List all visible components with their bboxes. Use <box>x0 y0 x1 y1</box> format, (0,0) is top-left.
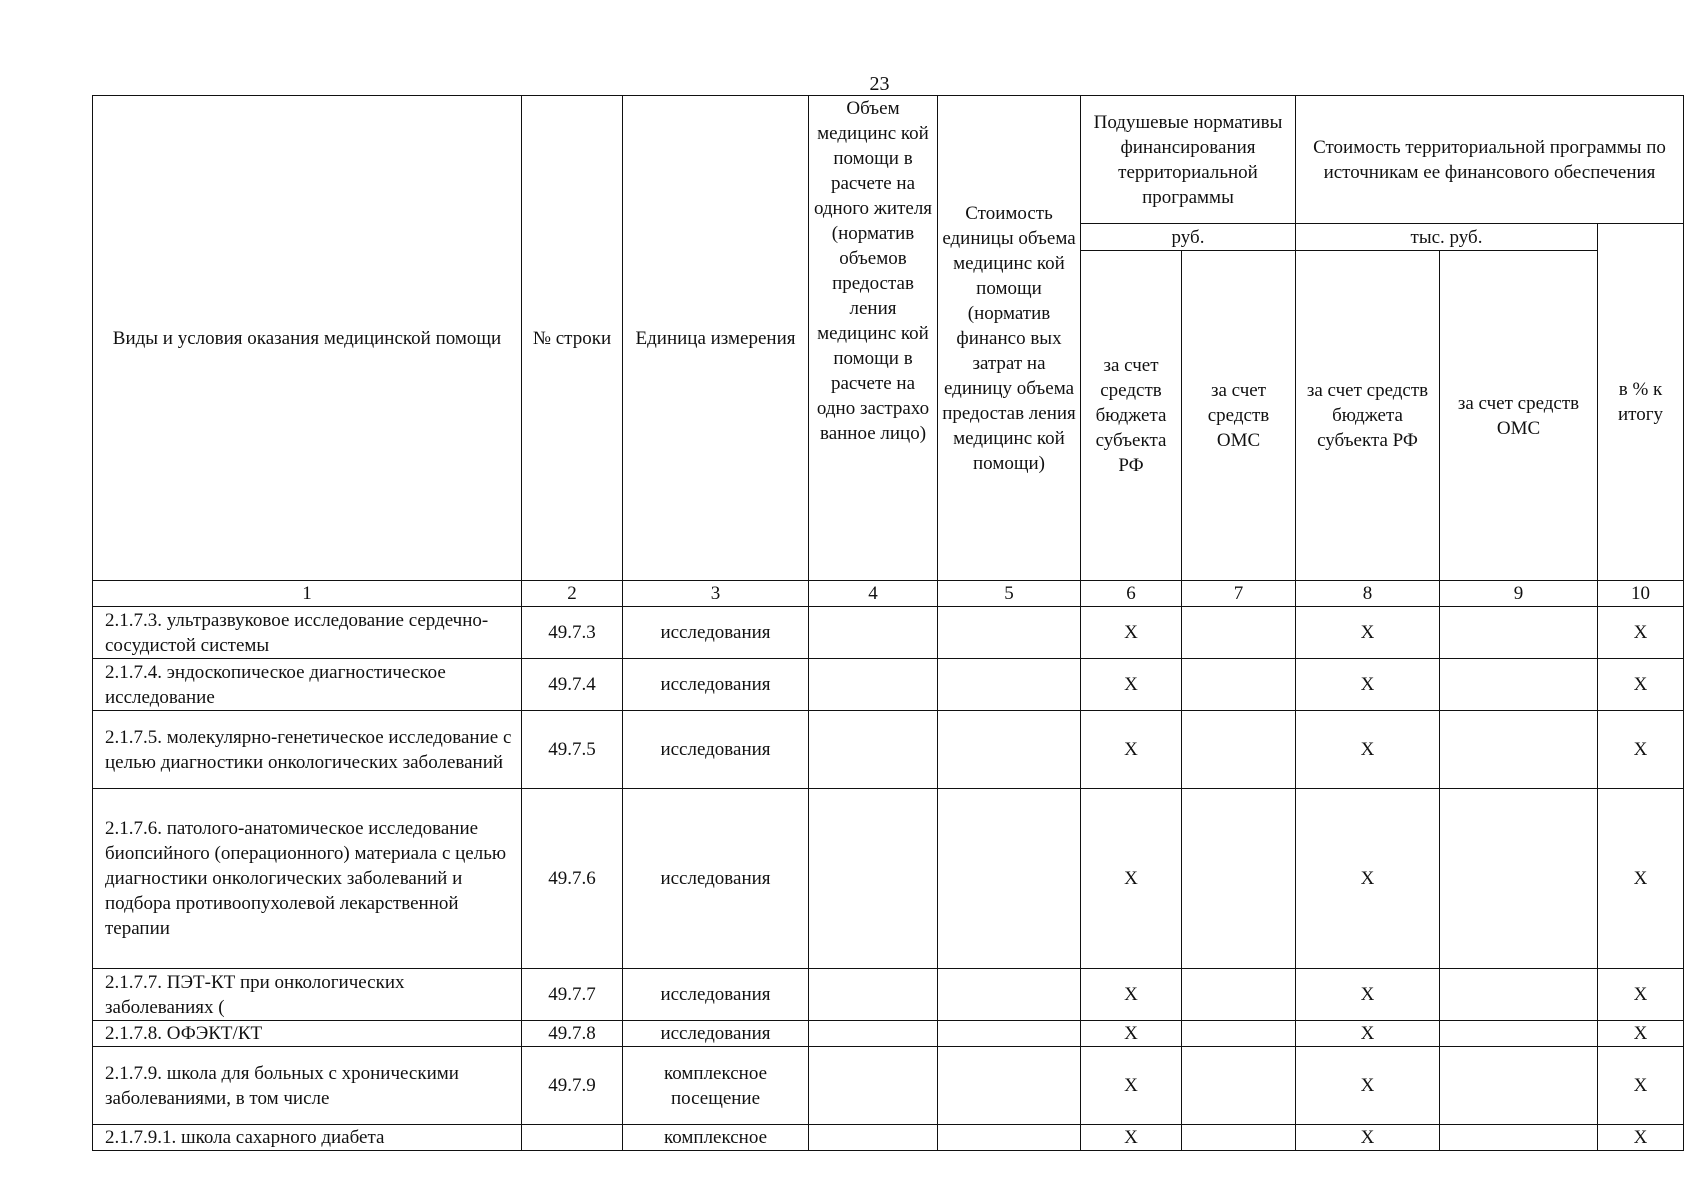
row-unit: исследования <box>623 607 809 659</box>
row-name: 2.1.7.3. ультразвуковое исследование сердечно-сосудистой системы <box>93 607 522 659</box>
row-volume <box>809 969 938 1021</box>
row-unit: комплексное <box>623 1125 809 1151</box>
row-budget-per-capita: Х <box>1081 711 1182 789</box>
medical-care-table <box>92 95 1684 1151</box>
table-row <box>93 1021 1684 1047</box>
row-budget-cost: Х <box>1296 1047 1440 1125</box>
row-unit: исследования <box>623 711 809 789</box>
row-budget-per-capita: Х <box>1081 969 1182 1021</box>
row-line: 49.7.3 <box>522 607 623 659</box>
header-program-cost-group: Стоимость территориальной программы по источникам ее финансового обеспечения <box>1296 96 1684 224</box>
table-row <box>93 1125 1684 1151</box>
row-unit-cost <box>938 789 1081 969</box>
row-oms-cost <box>1440 659 1598 711</box>
row-line: 49.7.5 <box>522 711 623 789</box>
row-name: 2.1.7.5. молекулярно-генетическое исследование с целью диагностики онкологических заболеваний <box>93 711 522 789</box>
header-unit: Единица измерения <box>623 96 809 581</box>
row-percent: Х <box>1598 607 1684 659</box>
row-line: 49.7.7 <box>522 969 623 1021</box>
row-unit-cost <box>938 1125 1081 1151</box>
row-percent: Х <box>1598 1047 1684 1125</box>
row-volume <box>809 789 938 969</box>
header-budget-cost: за счет средств бюджета субъекта РФ <box>1296 251 1440 581</box>
row-oms-per-capita <box>1182 659 1296 711</box>
row-oms-cost <box>1440 1125 1598 1151</box>
table-row <box>93 969 1684 1021</box>
table-row <box>93 711 1684 789</box>
table-row <box>93 659 1684 711</box>
column-number: 8 <box>1296 581 1440 607</box>
row-percent: Х <box>1598 789 1684 969</box>
page-number: 23 <box>869 73 890 95</box>
row-budget-cost: Х <box>1296 969 1440 1021</box>
row-oms-per-capita <box>1182 1125 1296 1151</box>
row-line: 49.7.4 <box>522 659 623 711</box>
row-oms-cost <box>1440 789 1598 969</box>
row-unit-cost <box>938 711 1081 789</box>
row-budget-cost: Х <box>1296 789 1440 969</box>
row-oms-per-capita <box>1182 969 1296 1021</box>
row-oms-per-capita <box>1182 789 1296 969</box>
header-care-types: Виды и условия оказания медицинской помощи <box>93 96 522 581</box>
row-volume <box>809 711 938 789</box>
row-unit-cost <box>938 969 1081 1021</box>
row-name: 2.1.7.9. школа для больных с хроническими заболеваниями, в том числе <box>93 1047 522 1125</box>
row-budget-per-capita: Х <box>1081 1125 1182 1151</box>
row-oms-cost <box>1440 711 1598 789</box>
row-oms-cost <box>1440 1021 1598 1047</box>
row-oms-per-capita <box>1182 1021 1296 1047</box>
row-budget-cost: Х <box>1296 1021 1440 1047</box>
table-row <box>93 789 1684 969</box>
row-volume <box>809 659 938 711</box>
row-budget-per-capita: Х <box>1081 659 1182 711</box>
row-budget-cost: Х <box>1296 711 1440 789</box>
row-budget-per-capita: Х <box>1081 789 1182 969</box>
header-volume: Объем медицинс кой помощи в расчете на одного жителя (норматив объемов предостав ления медицинс кой помощи в расчете на одно застрахо ванное лицо) <box>809 96 938 581</box>
row-oms-cost <box>1440 969 1598 1021</box>
row-unit-cost <box>938 607 1081 659</box>
row-percent: Х <box>1598 969 1684 1021</box>
header-line-number: № строки <box>522 96 623 581</box>
header-oms-cost: за счет средств ОМС <box>1440 251 1598 581</box>
row-budget-cost: Х <box>1296 1125 1440 1151</box>
row-name: 2.1.7.8. ОФЭКТ/КТ <box>93 1021 522 1047</box>
row-percent: Х <box>1598 711 1684 789</box>
header-per-capita-group: Подушевые нормативы финансирования территориальной программы <box>1081 96 1296 224</box>
column-number: 4 <box>809 581 938 607</box>
column-number: 7 <box>1182 581 1296 607</box>
row-oms-cost <box>1440 607 1598 659</box>
header-percent-total: в % к итогу <box>1598 224 1684 581</box>
row-unit-cost <box>938 1047 1081 1125</box>
row-name: 2.1.7.9.1. школа сахарного диабета <box>93 1125 522 1151</box>
row-unit: исследования <box>623 659 809 711</box>
row-unit: исследования <box>623 969 809 1021</box>
row-line: 49.7.6 <box>522 789 623 969</box>
row-budget-cost: Х <box>1296 607 1440 659</box>
row-budget-per-capita: Х <box>1081 1021 1182 1047</box>
row-oms-per-capita <box>1182 1047 1296 1125</box>
column-numbers-row <box>93 581 1684 607</box>
row-oms-per-capita <box>1182 711 1296 789</box>
row-unit-cost <box>938 1021 1081 1047</box>
row-volume <box>809 607 938 659</box>
row-budget-per-capita: Х <box>1081 607 1182 659</box>
row-budget-per-capita: Х <box>1081 1047 1182 1125</box>
row-unit: исследования <box>623 789 809 969</box>
row-budget-cost: Х <box>1296 659 1440 711</box>
row-name: 2.1.7.7. ПЭТ-КТ при онкологических заболеваниях ( <box>93 969 522 1021</box>
row-line: 49.7.9 <box>522 1047 623 1125</box>
row-percent: Х <box>1598 659 1684 711</box>
header-unit-thousand-rub: тыс. руб. <box>1296 224 1598 251</box>
column-number: 5 <box>938 581 1081 607</box>
row-volume <box>809 1021 938 1047</box>
table-row <box>93 1047 1684 1125</box>
row-volume <box>809 1047 938 1125</box>
header-unit-cost: Стоимость единицы объема медицинс кой помощи (норматив финансо вых затрат на единицу объема предостав ления медицинс кой помощи) <box>938 96 1081 581</box>
column-number: 3 <box>623 581 809 607</box>
row-percent: Х <box>1598 1125 1684 1151</box>
column-number: 10 <box>1598 581 1684 607</box>
column-number: 9 <box>1440 581 1598 607</box>
header-row <box>93 96 1684 224</box>
row-oms-cost <box>1440 1047 1598 1125</box>
row-percent: Х <box>1598 1021 1684 1047</box>
header-oms-per-capita: за счет средств ОМС <box>1182 251 1296 581</box>
row-name: 2.1.7.6. патолого-анатомическое исследование биопсийного (операционного) материала с целью диагностики онкологических заболеваний и подбора противоопухолевой лекарственной терапии <box>93 789 522 969</box>
column-number: 2 <box>522 581 623 607</box>
header-unit-rub: руб. <box>1081 224 1296 251</box>
row-oms-per-capita <box>1182 607 1296 659</box>
column-number: 6 <box>1081 581 1182 607</box>
row-unit: комплексное посещение <box>623 1047 809 1125</box>
column-number: 1 <box>93 581 522 607</box>
row-unit-cost <box>938 659 1081 711</box>
row-line: 49.7.8 <box>522 1021 623 1047</box>
row-line <box>522 1125 623 1151</box>
row-name: 2.1.7.4. эндоскопическое диагностическое исследование <box>93 659 522 711</box>
table-row <box>93 607 1684 659</box>
row-unit: исследования <box>623 1021 809 1047</box>
row-volume <box>809 1125 938 1151</box>
header-budget-per-capita: за счет средств бюджета субъекта РФ <box>1081 251 1182 581</box>
